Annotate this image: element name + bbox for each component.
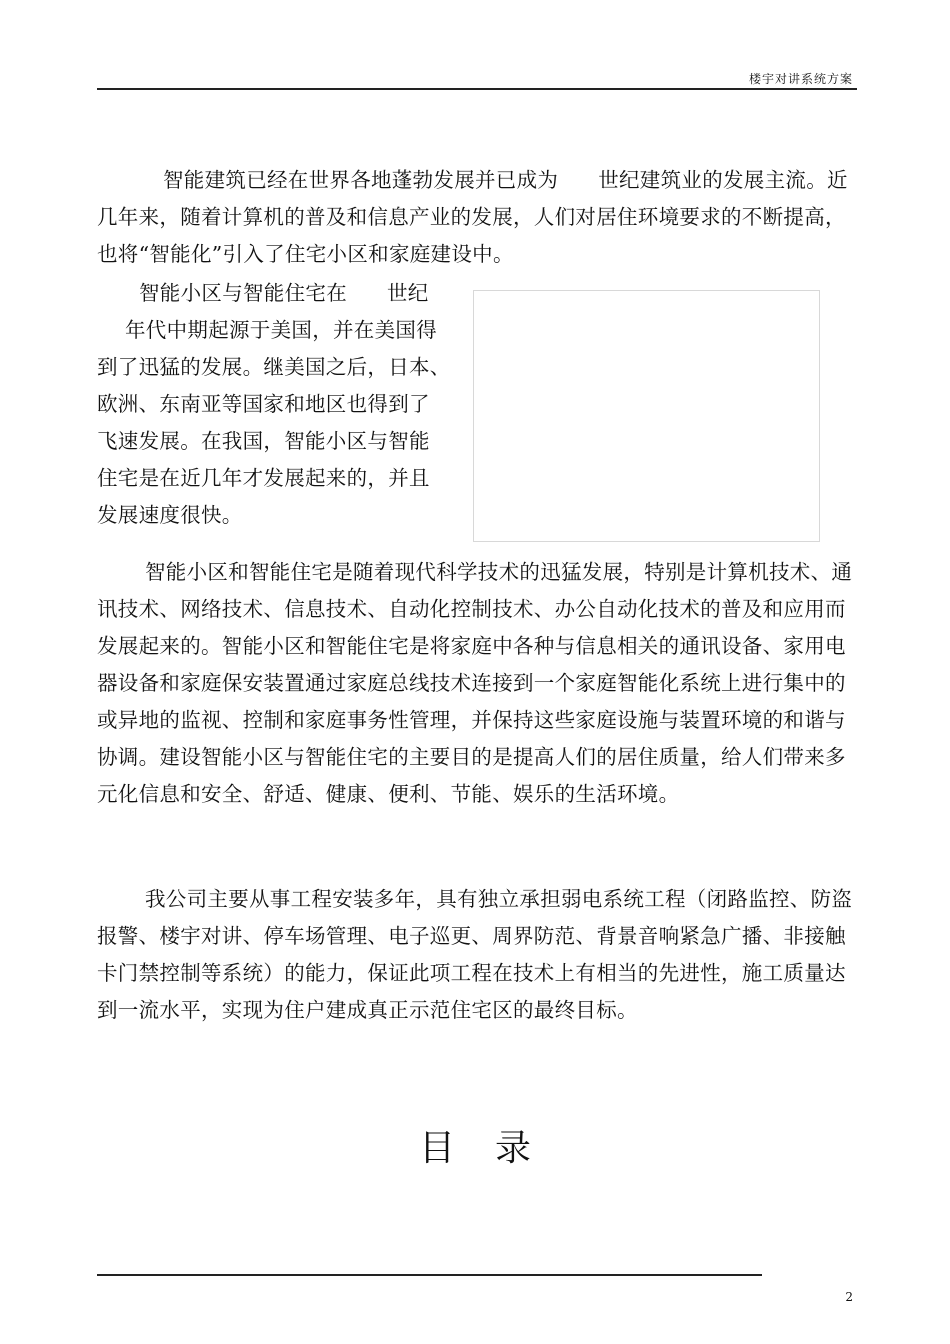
origin-line2: 年代中期起源于美国，并在美国得: [125, 318, 437, 342]
intro-paragraph: [97, 162, 857, 273]
toc-title: 目录: [418, 1128, 571, 1169]
header-title: 楼宇对讲系统方案: [748, 72, 853, 86]
origin-line6: 住宅是在近几年才发展起来的，并且: [97, 466, 430, 490]
company-paragraph: 我公司主要从事工程安装多年，具有独立承担弱电系统工程（闭路监控、防盗报警、楼宇对讲、停车场管理、电子巡更、周界防范、背景音响紧急广播、非接触卡门禁控制等系统）的能力，保证此项工程在技术上有相当的先进性，施工质量达到一流水平，实现为住户建成真正示范住宅区的最终目标。: [97, 887, 853, 1022]
origin-line1a: 智能小区与智能住宅在: [139, 281, 347, 305]
origin-line1b: 世纪: [387, 281, 429, 305]
intro-line1a: 智能建筑已经在世界各地蓬勃发展并已成为: [163, 168, 559, 192]
intro-line1b: 世纪建筑业的发展主流。: [598, 168, 828, 192]
intro-rest: 近几年来，随着计算机的普及和信息产业的发展，人们对居住环境要求的不断提高，也将“智能化”引入了住宅小区和家庭建设中。: [97, 168, 848, 266]
origin-line5: 飞速发展。在我国，智能小区与智能: [97, 429, 430, 453]
origin-line3: 到了迅猛的发展。继美国之后，日本、: [97, 355, 451, 379]
development-paragraph: 智能小区和智能住宅是随着现代科学技术的迅猛发展，特别是计算机技术、通讯技术、网络技术、信息技术、自动化控制技术、办公自动化技术的普及和应用而发展起来的。智能小区和智能住宅是将家庭中各种与信息相关的通讯设备、家用电器设备和家庭保安装置通过家庭总线技术连接到一个家庭智能化系统上进行集中的或异地的监视、控制和家庭事务性管理，并保持这些家庭设施与装置环境的和谐与协调。建设智能小区与智能住宅的主要目的是提高人们的居住质量，给人们带来多元化信息和安全、舒适、健康、便利、节能、娱乐的生活环境。: [97, 560, 853, 806]
origin-paragraph: [97, 275, 469, 534]
image-placeholder: [473, 290, 820, 542]
origin-line7: 发展速度很快。: [97, 503, 243, 527]
origin-line4: 欧洲、东南亚等国家和地区也得到了: [97, 392, 430, 416]
header-rule: [97, 88, 857, 90]
page-number: 2: [845, 1290, 853, 1304]
footer-rule: [97, 1274, 762, 1276]
